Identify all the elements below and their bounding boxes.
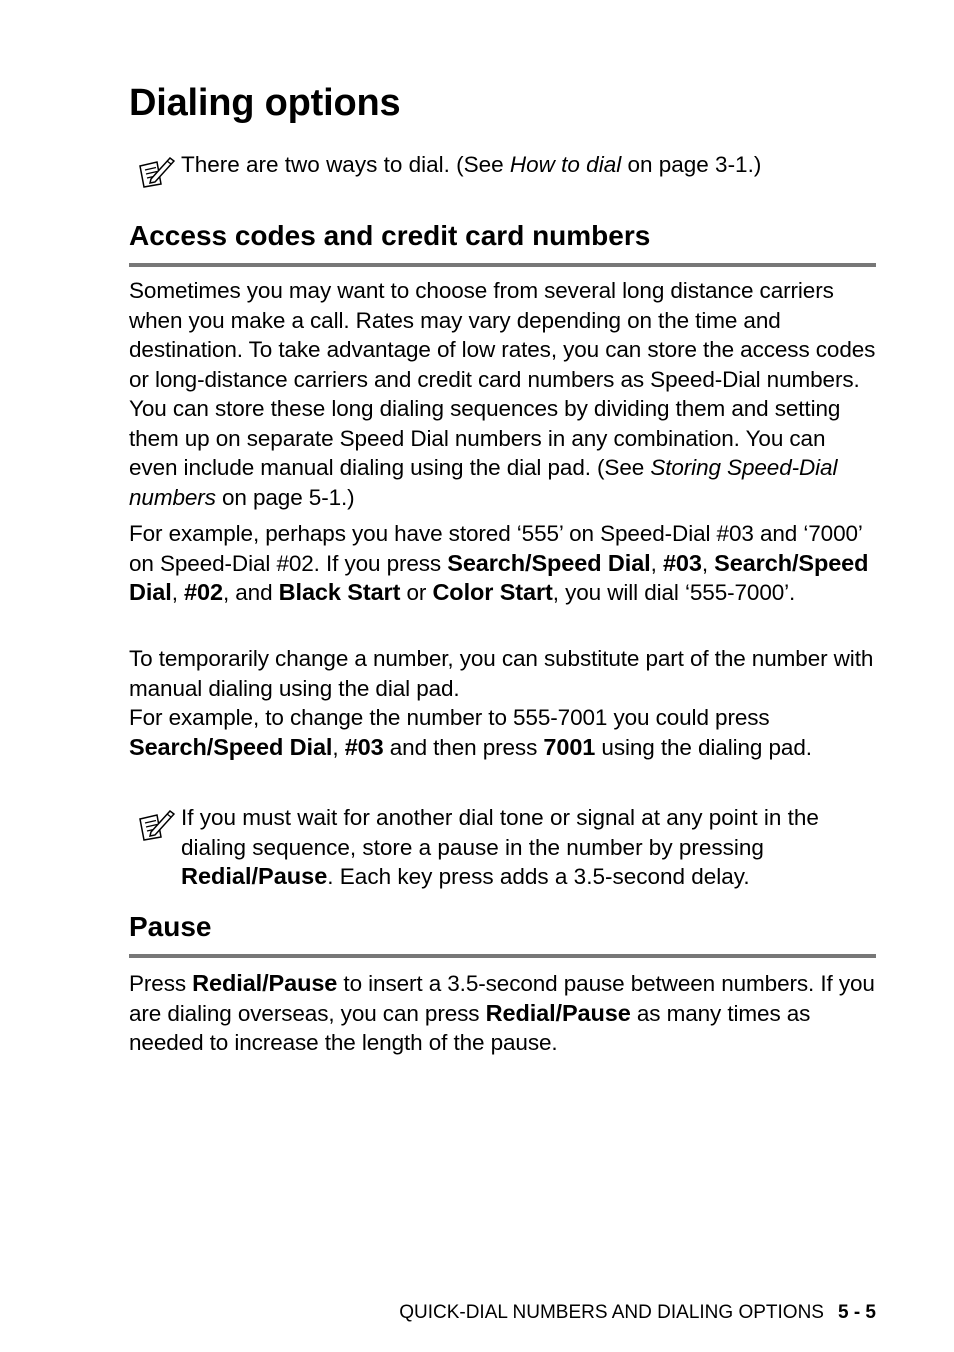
key-redial-pause: Redial/Pause [485, 999, 631, 1026]
key-black-start: Black Start [278, 579, 401, 605]
paragraph-temporary-change [129, 644, 879, 762]
text-run: , [650, 550, 663, 576]
paragraph-text: Sometimes you may want to choose from several long distance carriers when you make a call. Rates may vary depending on the time and destination. To take advantage of low rates, you can store the access codes or long-distance carriers and credit card numbers as Speed-Dial numbers. You can store these long dialing sequences by dividing them and setting them up on separate Speed Dial numbers in any combination. You can even include manual dialing using the dial pad. (See [129, 278, 876, 480]
key-03: #03 [344, 733, 384, 760]
key-03: #03 [662, 549, 702, 576]
text-run: Press [129, 971, 193, 996]
text-run: or [400, 580, 433, 605]
text-run: , [701, 550, 715, 576]
text-run: , you will dial ‘555-7000’. [552, 580, 796, 605]
note-two-ways-to-dial [129, 150, 879, 180]
page-title: Dialing options [129, 82, 401, 124]
note-pause-in-number [129, 803, 879, 892]
text-run: and then press [383, 734, 544, 760]
paragraph-text-end: on page 5-1.) [215, 484, 355, 510]
reference-storing-speed-dial: Storing Speed-Dial numbers [129, 455, 838, 510]
text-run: , and [222, 580, 279, 605]
note-text: If you must wait for another dial tone or signal at any point in the dialing sequence, store a pause in the number by pressing [181, 805, 819, 860]
key-7001: 7001 [543, 733, 596, 760]
text-run: , [332, 734, 345, 760]
key-redial-pause: Redial/Pause [192, 970, 338, 996]
paragraph-access-codes-intro [129, 276, 879, 512]
page-footer [399, 1301, 876, 1325]
text-run: , [171, 580, 185, 605]
key-search-speed-dial: Search/Speed Dial [129, 733, 333, 760]
footer-chapter-title: QUICK-DIAL NUMBERS AND DIALING OPTIONS [399, 1302, 824, 1323]
text-run: To temporarily change a number, you can substitute part of the number with manual dialing using the dial pad. [129, 646, 874, 701]
paragraph-example-speed-dial [129, 519, 879, 608]
section-heading-pause: Pause [129, 910, 876, 958]
note-text-end: on page 3-1.) [621, 152, 762, 177]
key-search-speed-dial: Search/Speed Dial [129, 549, 869, 605]
note-reference-how-to-dial: How to dial [509, 152, 622, 177]
text-run: For example, perhaps you have stored ‘555’ on Speed-Dial #03 and ‘7000’ on Speed-Dial #02. If you press [129, 521, 862, 576]
text-run: to insert a 3.5-second pause between numbers. If you are dialing overseas, you can press [129, 971, 875, 1026]
note-text-end: . Each key press adds a 3.5-second delay. [327, 864, 750, 889]
note-text: There are two ways to dial. (See [181, 152, 510, 177]
footer-page-number: 5 - 5 [837, 1302, 876, 1323]
key-color-start: Color Start [432, 579, 553, 605]
note-pencil-icon [137, 156, 175, 188]
key-redial-pause: Redial/Pause [181, 863, 328, 889]
section-heading-access-codes: Access codes and credit card numbers [129, 219, 876, 267]
text-run: For example, to change the number to 555-7001 you could press [129, 705, 770, 730]
note-pencil-icon [137, 809, 175, 841]
key-search-speed-dial: Search/Speed Dial [447, 549, 651, 576]
text-run: using the dialing pad. [595, 734, 812, 760]
key-02: #02 [184, 579, 223, 605]
text-run: as many times as needed to increase the length of the pause. [129, 1000, 811, 1055]
paragraph-pause [129, 969, 879, 1058]
